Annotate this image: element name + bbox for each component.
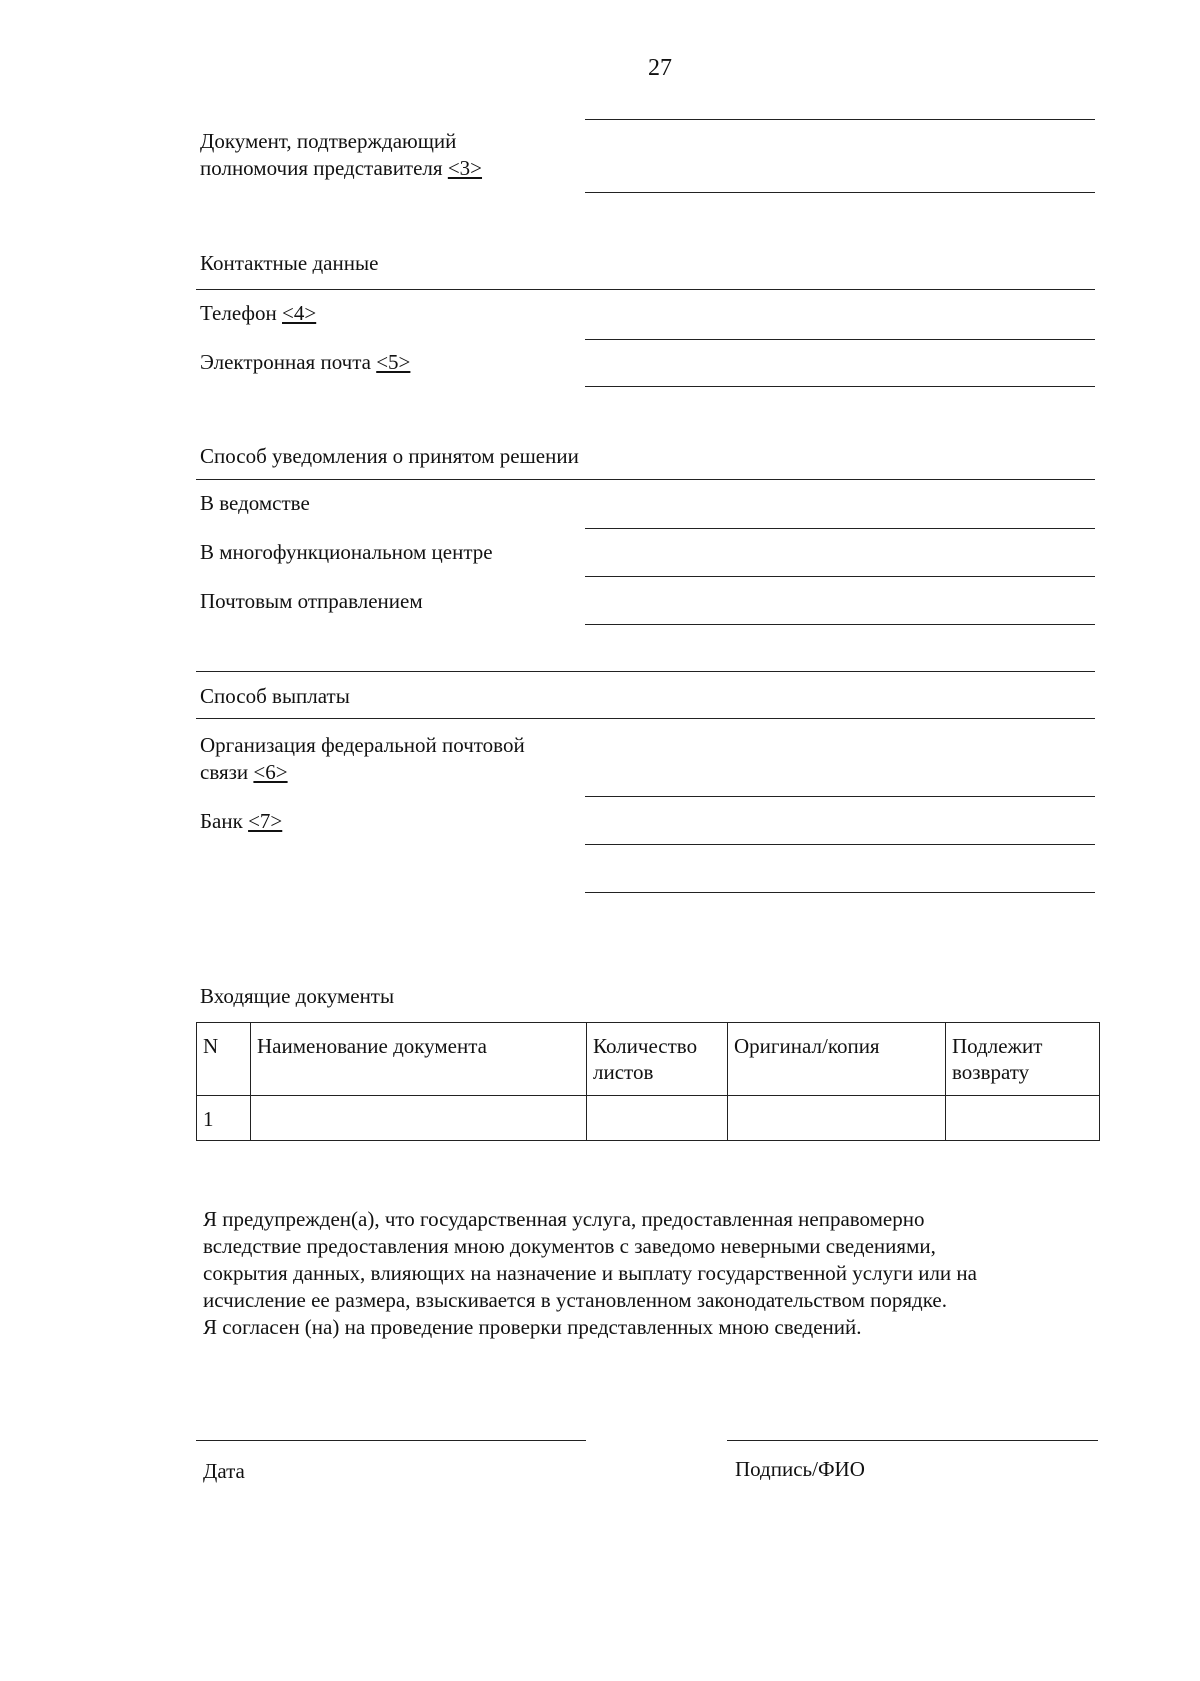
documents-table xyxy=(196,1022,1100,1141)
notification-option-agency: В ведомстве xyxy=(200,491,310,515)
phone-field[interactable] xyxy=(585,339,1095,340)
notification-mfc-field[interactable] xyxy=(585,576,1095,577)
footnote-ref[interactable]: <7> xyxy=(248,809,283,833)
payment-bank-label: Банк <7> xyxy=(200,809,283,833)
footnote-ref[interactable]: <3> xyxy=(447,156,483,180)
table-cell: 1 xyxy=(197,1096,251,1141)
signature-label: Подпись/ФИО xyxy=(735,1457,865,1481)
representative-document-field[interactable] xyxy=(585,192,1095,193)
warning-line: сокрытия данных, влияющих на назначение и выплату государственной услуги или на xyxy=(203,1261,977,1285)
section-divider xyxy=(196,671,1095,672)
documents-heading: Входящие документы xyxy=(200,984,395,1008)
notification-option-mfc: В многофункциональном центре xyxy=(200,540,493,564)
notification-agency-field[interactable] xyxy=(585,528,1095,529)
email-field[interactable] xyxy=(585,386,1095,387)
table-cell[interactable] xyxy=(946,1096,1100,1141)
warning-line: Я предупрежден(а), что государственная услуга, предоставленная неправомерно xyxy=(203,1207,925,1231)
footnote-ref[interactable]: <5> xyxy=(376,350,411,374)
footnote-ref[interactable]: <4> xyxy=(282,301,317,325)
column-header: Количество листов xyxy=(587,1023,728,1096)
warning-line: вследствие предоставления мною документов с заведомо неверными сведениями, xyxy=(203,1234,936,1258)
footnote-ref[interactable]: <6> xyxy=(253,760,288,784)
consent-line: Я согласен (на) на проведение проверки представленных мною сведений. xyxy=(203,1315,862,1339)
email-label: Электронная почта <5> xyxy=(200,350,411,374)
section-divider xyxy=(196,289,1095,290)
table-row xyxy=(197,1096,1100,1141)
warning-paragraph xyxy=(203,1206,1103,1341)
notification-heading: Способ уведомления о принятом решении xyxy=(200,444,579,468)
column-header: N xyxy=(197,1023,251,1096)
payment-post-label-line2: связи <6> xyxy=(200,760,288,784)
table-cell[interactable] xyxy=(251,1096,587,1141)
signature-field[interactable] xyxy=(727,1440,1098,1441)
section-divider xyxy=(196,479,1095,480)
payment-bank-field-extra[interactable] xyxy=(585,892,1095,893)
representative-label-line2: полномочия представителя <3> xyxy=(200,156,483,180)
page-number: 27 xyxy=(648,55,672,81)
section-divider xyxy=(196,718,1095,719)
notification-mail-field[interactable] xyxy=(585,624,1095,625)
date-label: Дата xyxy=(203,1459,245,1483)
table-cell[interactable] xyxy=(728,1096,946,1141)
column-header: Оригинал/копия xyxy=(728,1023,946,1096)
column-header: Наименование документа xyxy=(251,1023,587,1096)
payment-post-field[interactable] xyxy=(585,796,1095,797)
payment-post-label-line1: Организация федеральной почтовой xyxy=(200,733,525,757)
date-field[interactable] xyxy=(196,1440,586,1441)
field-line xyxy=(585,119,1095,120)
contacts-heading: Контактные данные xyxy=(200,251,379,275)
table-header-row xyxy=(197,1023,1100,1096)
table-cell[interactable] xyxy=(587,1096,728,1141)
phone-label: Телефон <4> xyxy=(200,301,317,325)
payment-heading: Способ выплаты xyxy=(200,684,350,708)
column-header: Подлежит возврату xyxy=(946,1023,1100,1096)
warning-line: исчисление ее размера, взыскивается в установленном законодательством порядке. xyxy=(203,1288,947,1312)
payment-bank-field[interactable] xyxy=(585,844,1095,845)
notification-option-mail: Почтовым отправлением xyxy=(200,589,423,613)
representative-label-line1: Документ, подтверждающий xyxy=(200,129,457,153)
